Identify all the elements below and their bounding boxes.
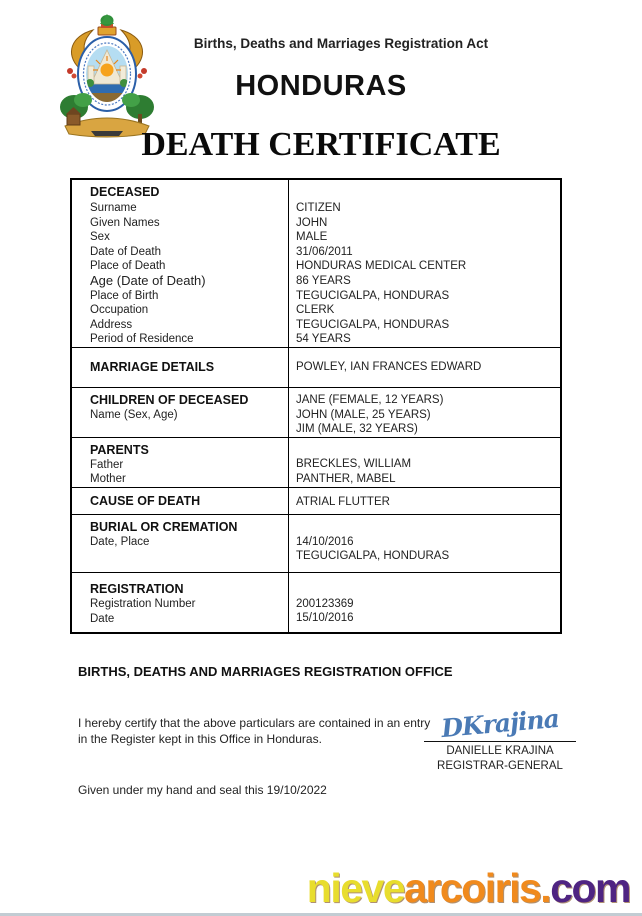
children-values — [288, 388, 560, 437]
field-label: Place of Birth — [90, 289, 159, 302]
children-labels — [72, 388, 288, 437]
field-label: Registration Number — [90, 597, 196, 610]
section-children — [72, 387, 560, 437]
burial-labels — [72, 515, 288, 572]
field-value: CITIZEN — [296, 202, 341, 214]
section-heading: CAUSE OF DEATH — [90, 493, 201, 508]
registration-office-title: BIRTHS, DEATHS AND MARRIAGES REGISTRATION OFFICE — [78, 664, 453, 679]
parents-labels — [72, 438, 288, 487]
registrar-name: DANIELLE KRAJINA — [446, 745, 554, 757]
marriage-label — [72, 360, 288, 375]
watermark-part1: nieve — [306, 865, 405, 911]
section-heading: BURIAL OR CREMATION — [90, 519, 238, 534]
section-deceased — [72, 180, 560, 347]
section-parents — [72, 437, 560, 487]
section-heading: PARENTS — [90, 442, 149, 457]
deceased-labels — [72, 180, 288, 347]
field-label: Date, Place — [90, 535, 150, 548]
given-under-hand-line: Given under my hand and seal this 19/10/2022 — [78, 783, 327, 797]
document-title: DEATH CERTIFICATE — [141, 126, 501, 163]
registration-values — [288, 573, 560, 632]
certification-line-1: I hereby certify that the above particulars are contained in an entry — [78, 716, 431, 730]
section-heading: DECEASED — [90, 185, 160, 199]
field-value: JOHN — [296, 216, 328, 229]
signature-block — [424, 704, 576, 774]
field-value: 31/06/2011 — [296, 245, 353, 258]
act-title: Births, Deaths and Marriages Registration Act — [193, 36, 489, 51]
field-value: HONDURAS MEDICAL CENTER — [296, 260, 467, 273]
field-value: TEGUCIGALPA, HONDURAS — [296, 289, 450, 302]
field-value: POWLEY, IAN FRANCES EDWARD — [296, 361, 482, 374]
field-value: 200123369 — [296, 597, 354, 610]
field-value: TEGUCIGALPA, HONDURAS — [296, 550, 450, 563]
field-label: Given Names — [90, 216, 160, 229]
cause-label — [72, 488, 288, 514]
field-label: Age (Date of Death) — [90, 272, 206, 288]
field-label: Address — [90, 318, 133, 331]
field-label: Sex — [90, 231, 110, 244]
watermark-part3: com — [550, 865, 630, 911]
field-value: JIM (MALE, 32 YEARS) — [296, 423, 418, 436]
field-value: 14/10/2016 — [296, 535, 354, 548]
field-value: BRECKLES, WILLIAM — [296, 458, 412, 471]
field-label: Place of Death — [90, 260, 166, 273]
burial-values — [288, 515, 560, 572]
field-label: Father — [90, 458, 124, 471]
site-watermark — [307, 865, 630, 912]
watermark-part2: arcoiris. — [404, 865, 551, 911]
country-title: HONDURAS — [235, 70, 407, 102]
section-heading: MARRIAGE DETAILS — [90, 359, 215, 374]
field-value: 86 YEARS — [296, 274, 351, 287]
registrar-signature: DKrajina — [440, 703, 561, 744]
section-heading: REGISTRATION — [90, 581, 184, 596]
field-label: Surname — [90, 202, 137, 214]
deceased-values — [288, 180, 560, 347]
field-value: 54 YEARS — [296, 333, 351, 346]
section-burial — [72, 514, 560, 572]
field-value: CLERK — [296, 304, 335, 317]
section-marriage-details — [72, 347, 560, 387]
field-value: JANE (FEMALE, 12 YEARS) — [296, 393, 444, 406]
field-label: Date — [90, 612, 115, 625]
field-label: Date of Death — [90, 245, 161, 258]
field-value: 15/10/2016 — [296, 612, 354, 625]
field-label: Occupation — [90, 304, 149, 317]
section-registration — [72, 572, 560, 632]
certification-statement — [78, 716, 458, 747]
registration-labels — [72, 573, 288, 632]
field-value: MALE — [296, 231, 328, 244]
field-value: TEGUCIGALPA, HONDURAS — [296, 318, 450, 331]
field-value: ATRIAL FLUTTER — [296, 495, 390, 508]
registrar-title: REGISTRAR-GENERAL — [437, 760, 563, 772]
field-value: JOHN (MALE, 25 YEARS) — [296, 408, 431, 421]
parents-values — [288, 438, 560, 487]
cause-value — [288, 488, 560, 514]
certificate-table — [70, 178, 562, 634]
field-label: Name (Sex, Age) — [90, 408, 178, 421]
field-label: Mother — [90, 473, 126, 486]
field-label: Period of Residence — [90, 333, 194, 346]
certification-line-2: in the Register kept in this Office in Honduras. — [78, 731, 322, 746]
field-value: PANTHER, MABEL — [296, 472, 396, 485]
marriage-value — [288, 348, 560, 387]
section-heading: CHILDREN OF DECEASED — [90, 392, 249, 407]
section-cause-of-death — [72, 487, 560, 514]
